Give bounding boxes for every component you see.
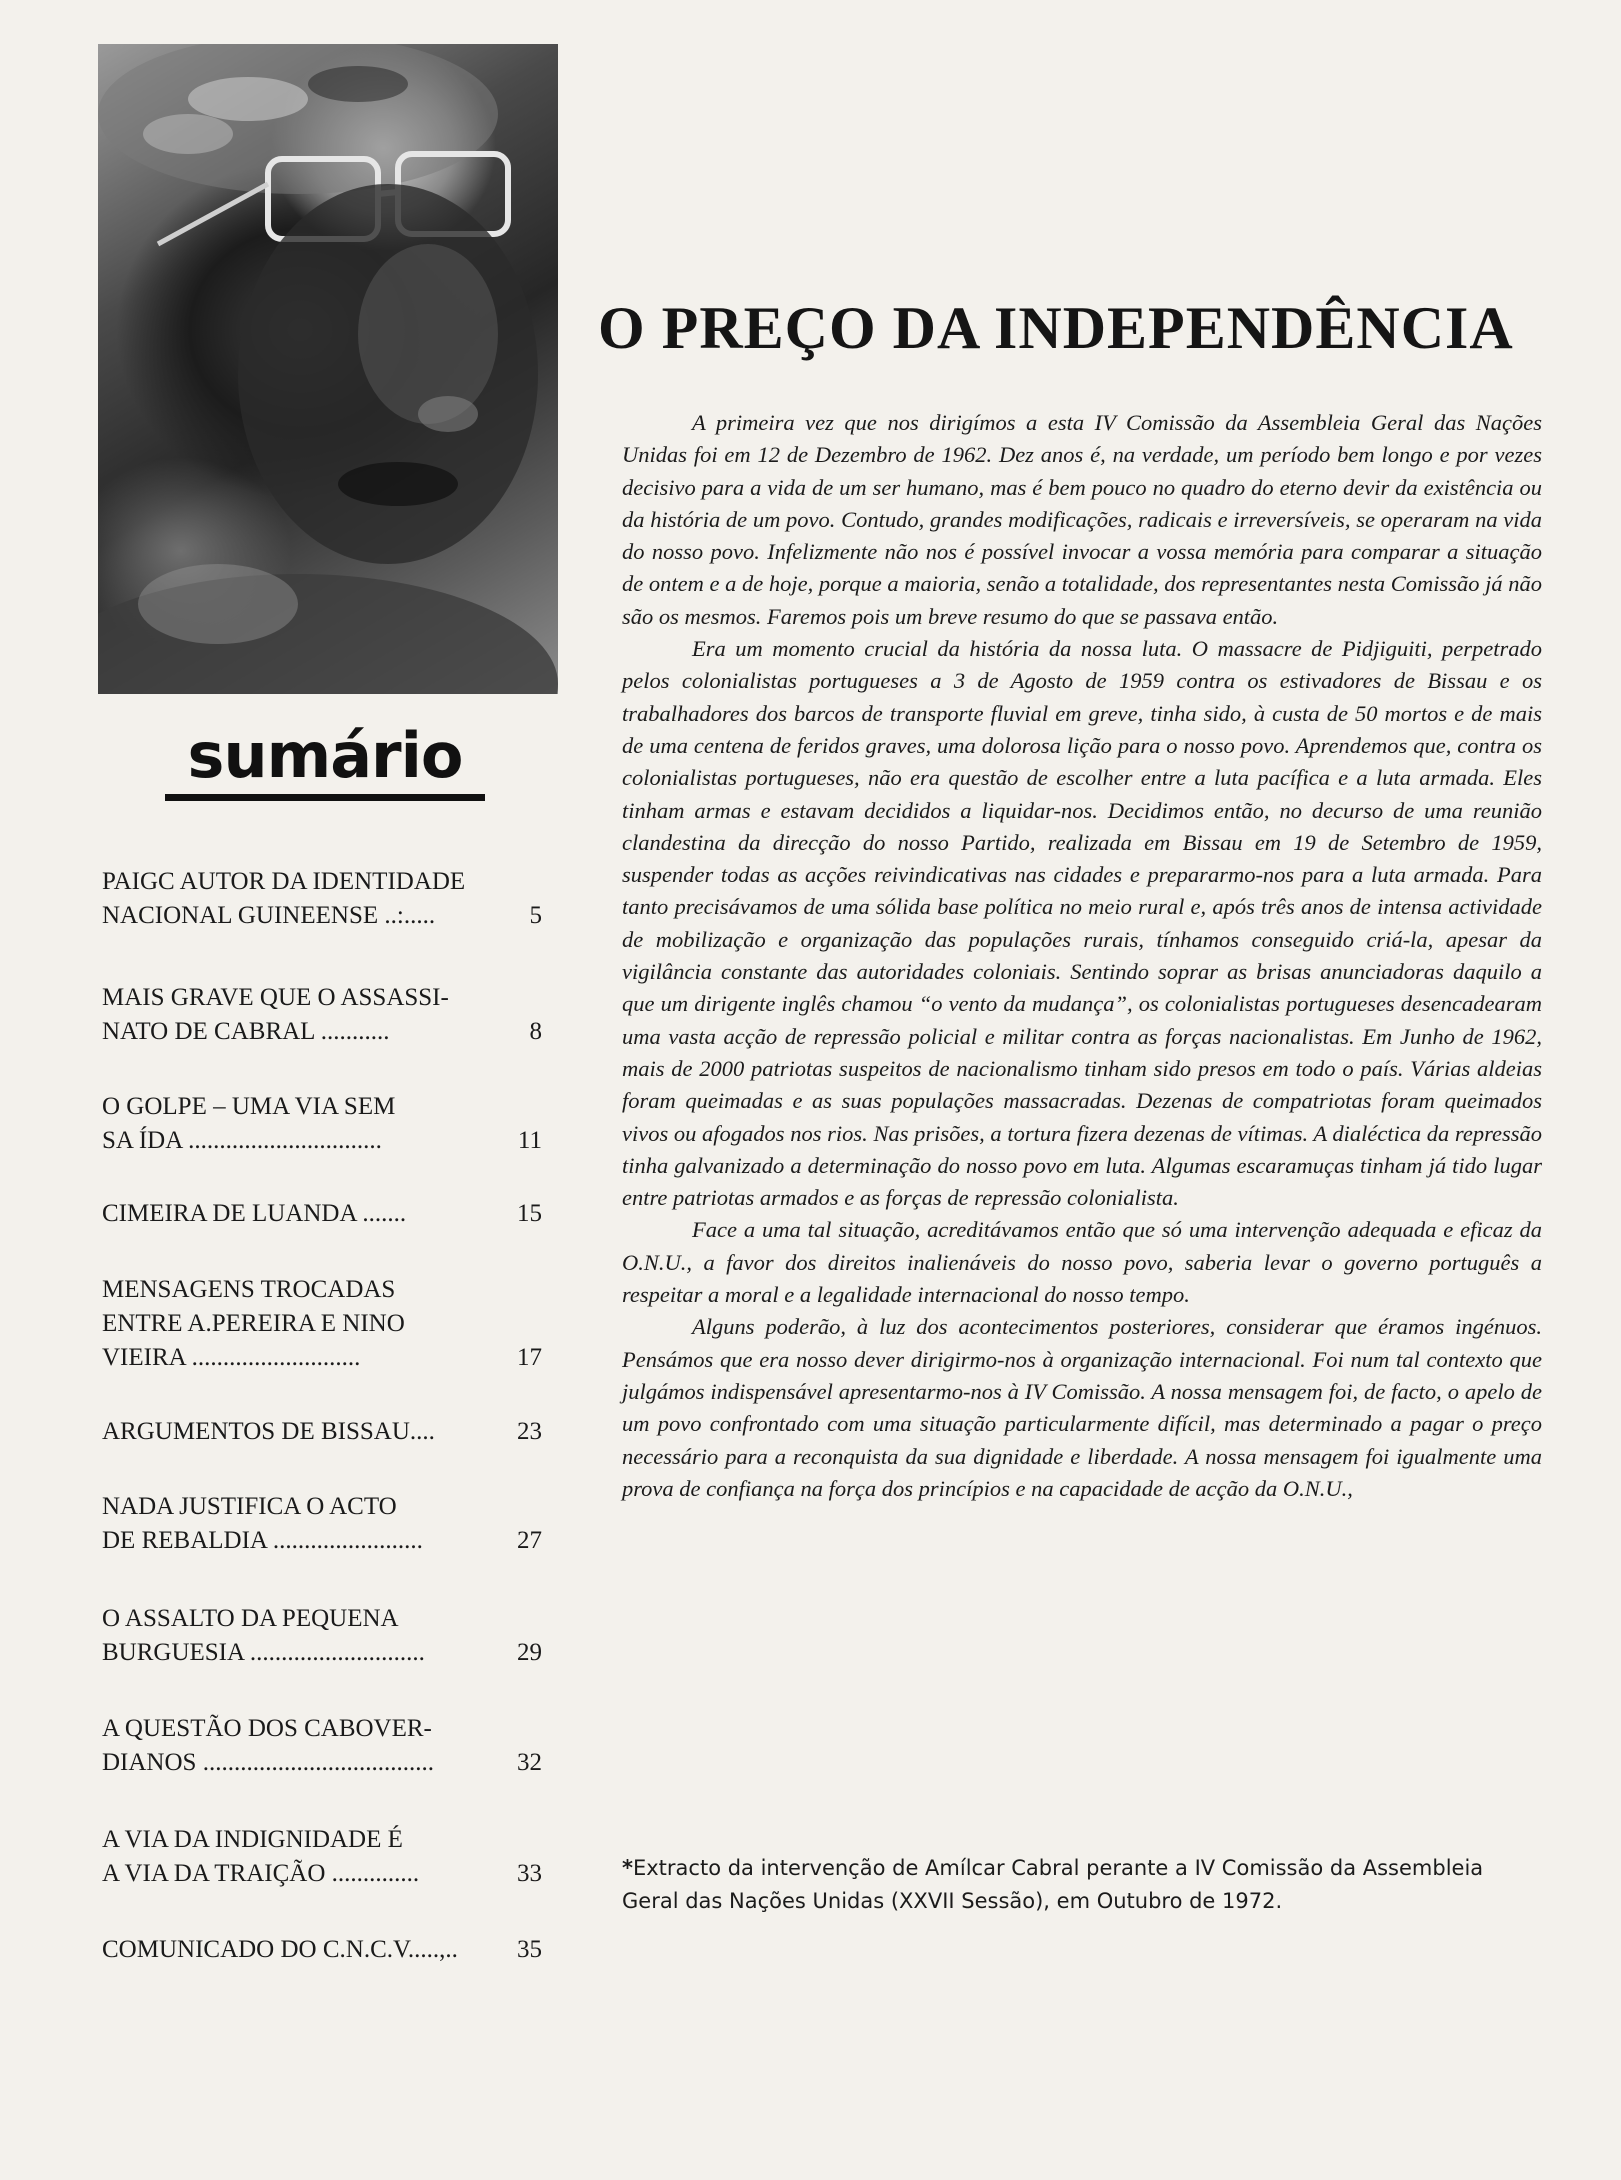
- toc-entry-line: ENTRE A.PEREIRA E NINO: [102, 1310, 405, 1337]
- toc-entry-line: A QUESTÃO DOS CABOVER-: [102, 1715, 432, 1742]
- toc-entry-line: VIEIRA ........................... 17: [102, 1341, 542, 1375]
- toc-entry[interactable]: [102, 1415, 542, 1449]
- toc-entry[interactable]: [102, 1197, 542, 1231]
- toc-page-number: 5: [529, 902, 542, 929]
- toc-entry-line: SA ÍDA ............................... 11: [102, 1124, 542, 1158]
- sumario-logo: [165, 719, 485, 801]
- toc-entry-line: A VIA DA INDIGNIDADE É: [102, 1826, 403, 1853]
- toc-page-number: 33: [517, 1860, 542, 1887]
- article-body: [622, 407, 1542, 1505]
- toc-entry-line: BURGUESIA ............................ 29: [102, 1636, 542, 1670]
- toc-page-number: 29: [517, 1639, 542, 1666]
- toc-entry-line: CIMEIRA DE LUANDA ....... 15: [102, 1197, 542, 1231]
- footnote: [622, 1852, 1542, 1918]
- toc-entry-line: MENSAGENS TROCADAS: [102, 1276, 396, 1303]
- footnote-text: Extracto da intervenção de Amílcar Cabral perante a IV Comissão da Assembleia Geral das Nações Unidas (XXVII Sessão), em Outubro de 1972.: [622, 1856, 1484, 1913]
- toc-entry-line: DIANOS ..................................... 32: [102, 1746, 542, 1780]
- toc-page-number: 32: [517, 1749, 542, 1776]
- toc-entry-line: O GOLPE – UMA VIA SEM: [102, 1093, 396, 1120]
- toc-entry-line: COMUNICADO DO C.N.C.V.....,.. 35: [102, 1933, 542, 1967]
- toc-page-number: 15: [517, 1200, 542, 1227]
- toc-entry[interactable]: [102, 1823, 542, 1891]
- toc-entry-line: NACIONAL GUINEENSE ..:..... 5: [102, 899, 542, 933]
- toc-entry-line: MAIS GRAVE QUE O ASSASSI-: [102, 984, 449, 1011]
- toc-entry-line: ARGUMENTOS DE BISSAU.... 23: [102, 1415, 542, 1449]
- toc-page-number: 11: [517, 1127, 542, 1154]
- sumario-underline: [165, 794, 485, 801]
- toc-entry[interactable]: [102, 981, 542, 1049]
- toc-entry-line: NADA JUSTIFICA O ACTO: [102, 1493, 397, 1520]
- sumario-logo-text: sumário: [187, 719, 463, 792]
- toc-page-number: 35: [517, 1936, 542, 1963]
- toc-entry-line: PAIGC AUTOR DA IDENTIDADE: [102, 868, 466, 895]
- toc-entry-line: NATO DE CABRAL ........... 8: [102, 1015, 542, 1049]
- portrait-icon: [98, 44, 558, 694]
- toc-entry-line: O ASSALTO DA PEQUENA: [102, 1605, 399, 1632]
- footnote-marker: *: [622, 1856, 633, 1880]
- article-paragraph: A primeira vez que nos dirigímos a esta IV Comissão da Assembleia Geral das Nações Unidas foi em 12 de Dezembro de 1962. Dez anos é, na verdade, um período bem longo e por vezes decisivo para a vida de um ser humano, mas é bem pouco no quadro do eterno devir da existência ou da história de um povo. Contudo, grandes modificações, radicais e irreversíveis, se operaram na vida do nosso povo. Infelizmente não nos é possível invocar a vossa memória para comparar a situação de ontem e a de hoje, porque a maioria, senão a totalidade, dos representantes nesta Comissão já não são os mesmos. Faremos pois um breve resumo do que se passava então.: [622, 410, 1542, 629]
- toc-entry[interactable]: [102, 1090, 542, 1158]
- article-paragraph: Era um momento crucial da história da nossa luta. O massacre de Pidjiguiti, perpetrado pelos colonialistas portugueses a 3 de Agosto de 1959 contra os estivadores de Bissau e os trabalhadores dos barcos de transporte fluvial em greve, tinha sido, à custa de 50 mortos e de mais de uma centena de feridos graves, uma dolorosa lição para o nosso povo. Aprendemos que, contra os colonialistas portugueses, não era questão de escolher entre a luta pacífica e a luta armada. Eles tinham armas e estavam decididos a liquidar-nos. Decidimos então, no decurso de uma reunião clandestina da direcção do nosso Partido, realizada em Bissau em 19 de Setembro de 1959, suspender todas as acções reivindicativas nas cidades e prepararmo-nos para a luta armada. Para tanto precisávamos de uma sólida base política no meio rural e, após três anos de intensa actividade de mobilização e organização das populações rurais, tínhamos conseguido criá-la, apesar da vigilância constante das autoridades coloniais. Sentindo soprar as brisas anunciadoras daquilo a que um dirigente inglês chamou “o vento da mudança”, os colonialistas portugueses desencadearam uma vasta acção de repressão policial e militar contra as forças nacionalistas. Em Junho de 1962, mais de 2000 patriotas suspeitos de nacionalismo tinham sido presos em todo o país. Várias aldeias foram queimadas e as suas populações massacradas. Dezenas de compatriotas foram queimados vivos ou afogados nos rios. Nas prisões, a tortura fizera dezenas de vítimas. A dialéctica da repressão tinha galvanizado a determinação do nosso povo em luta. Algumas escaramuças tinham já tido lugar entre patriotas armados e as forças de repressão colonialista.: [622, 636, 1542, 1211]
- toc-entry[interactable]: [102, 1933, 542, 1967]
- toc-page-number: 17: [517, 1344, 542, 1371]
- toc-entry[interactable]: [102, 1712, 542, 1780]
- toc-page-number: 23: [517, 1418, 542, 1445]
- portrait-photo: [98, 44, 558, 694]
- article-paragraph: Face a uma tal situação, acreditávamos então que só uma intervenção adequada e eficaz da O.N.U., a favor dos direitos inalienáveis do nosso povo, saberia levar o governo português a respeitar a moral e a legalidade internacional do nosso tempo.: [622, 1217, 1542, 1308]
- toc-entry[interactable]: [102, 1602, 542, 1670]
- toc-entry-line: DE REBALDIA ........................ 27: [102, 1524, 542, 1558]
- toc-page-number: 27: [517, 1527, 542, 1554]
- toc-entry[interactable]: [102, 1490, 542, 1558]
- toc-entry-line: A VIA DA TRAIÇÃO .............. 33: [102, 1857, 542, 1891]
- toc-entry[interactable]: [102, 865, 542, 933]
- toc-entry[interactable]: [102, 1273, 542, 1375]
- page-title: O PREÇO DA INDEPENDÊNCIA: [598, 295, 1514, 362]
- toc-page-number: 8: [529, 1018, 542, 1045]
- article-paragraph: Alguns poderão, à luz dos acontecimentos posteriores, considerar que éramos ingénuos. Pensámos que era nosso dever dirigirmo-nos à organização internacional. Foi num tal contexto que julgámos indispensável apresentarmo-nos à IV Comissão. A nossa mensagem foi, de facto, o apelo de um povo confrontado com uma situação particularmente difícil, mas determinado a pagar o preço necessário para a reconquista da sua dignidade e liberdade. A nossa mensagem foi igualmente uma prova de confiança na força dos princípios e na capacidade de acção da O.N.U.,: [622, 1314, 1542, 1501]
